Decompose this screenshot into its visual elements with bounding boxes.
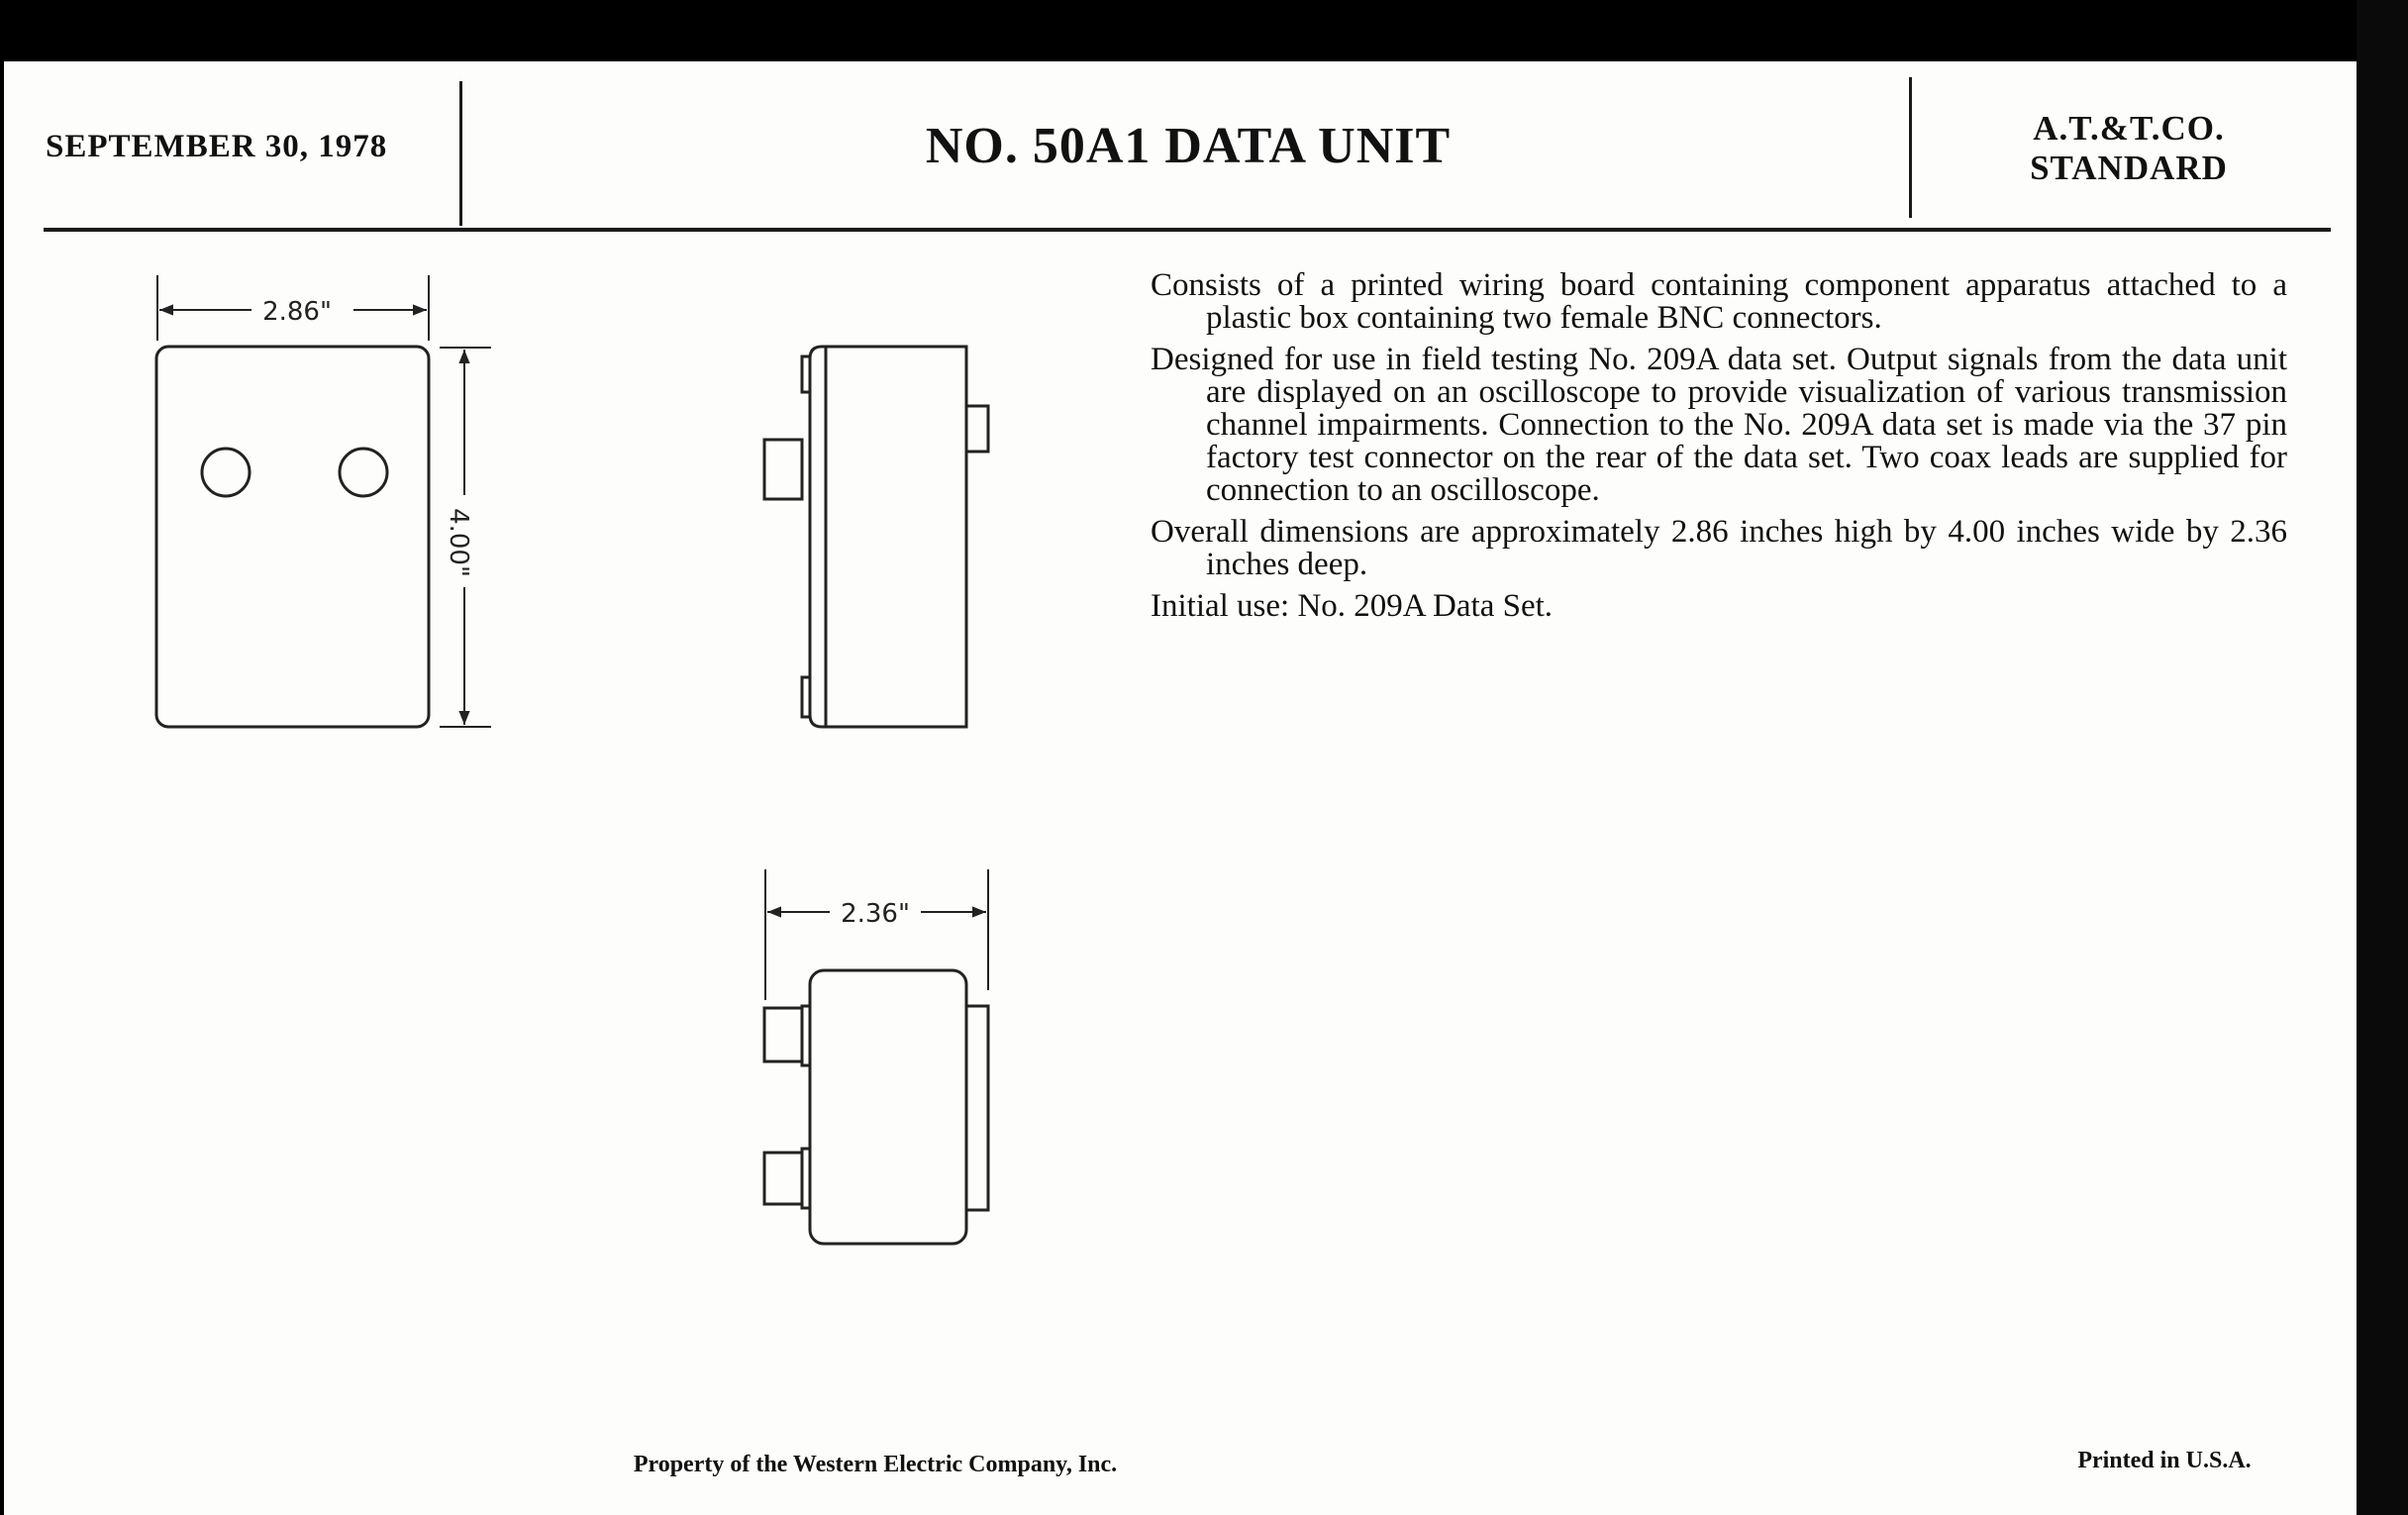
front-view	[156, 275, 491, 727]
technical-drawings	[0, 0, 1139, 1386]
printed-notice: Printed in U.S.A.	[2077, 1448, 2252, 1473]
side-view-rear-plug	[966, 406, 988, 452]
scan-edge-shadow	[2357, 0, 2408, 1515]
description-paragraph: Designed for use in field testing No. 209A data set. Output signals from the data unit are displayed on an oscilloscope to provide visualization of various transmission channel impairments. Connection to the No. 209A data set is made via the 37 pin factory test connector on the rear of the data set. Two coax leads are supplied for connection to an oscilloscope.	[1151, 342, 2287, 508]
bnc-connector-right	[340, 449, 387, 496]
top-depth-dimension: 2.36"	[841, 899, 910, 929]
page-title: NO. 50A1 DATA UNIT	[925, 118, 1452, 174]
description-paragraph: Initial use: No. 209A Data Set.	[1151, 588, 1554, 624]
side-view-outline	[826, 347, 966, 727]
top-view-rear-panel	[966, 1006, 988, 1210]
header-divider-right	[1909, 77, 1912, 218]
header-date: SEPTEMBER 30, 1978	[46, 129, 388, 164]
side-view-foot-top	[802, 356, 810, 392]
top-view-body	[810, 970, 966, 1244]
front-height-dimension: 4.00"	[444, 508, 473, 577]
standard-line-2: STANDARD	[2030, 149, 2228, 187]
standard-label	[1921, 109, 2337, 188]
side-view-connector	[764, 440, 802, 499]
property-notice: Property of the Western Electric Company, Inc.	[633, 1452, 1118, 1477]
front-width-dimension: 2.86"	[262, 297, 332, 327]
side-view-foot-bottom	[802, 677, 810, 717]
top-view-connector-top	[764, 1008, 802, 1061]
top-view-connector-bottom	[764, 1153, 802, 1204]
bnc-connector-left	[202, 449, 250, 496]
front-view-body	[156, 347, 429, 727]
standard-line-1: A.T.&T.CO.	[2033, 109, 2225, 148]
description-paragraph: Overall dimensions are approximately 2.86 inches high by 4.00 inches wide by 2.36 inches deep.	[1151, 514, 2287, 582]
side-view-body	[810, 347, 826, 727]
side-view	[764, 347, 988, 727]
description-block	[1151, 269, 2287, 632]
description-paragraph: Consists of a printed wiring board containing component apparatus attached to a plastic box containing two female BNC connectors.	[1151, 267, 2287, 336]
